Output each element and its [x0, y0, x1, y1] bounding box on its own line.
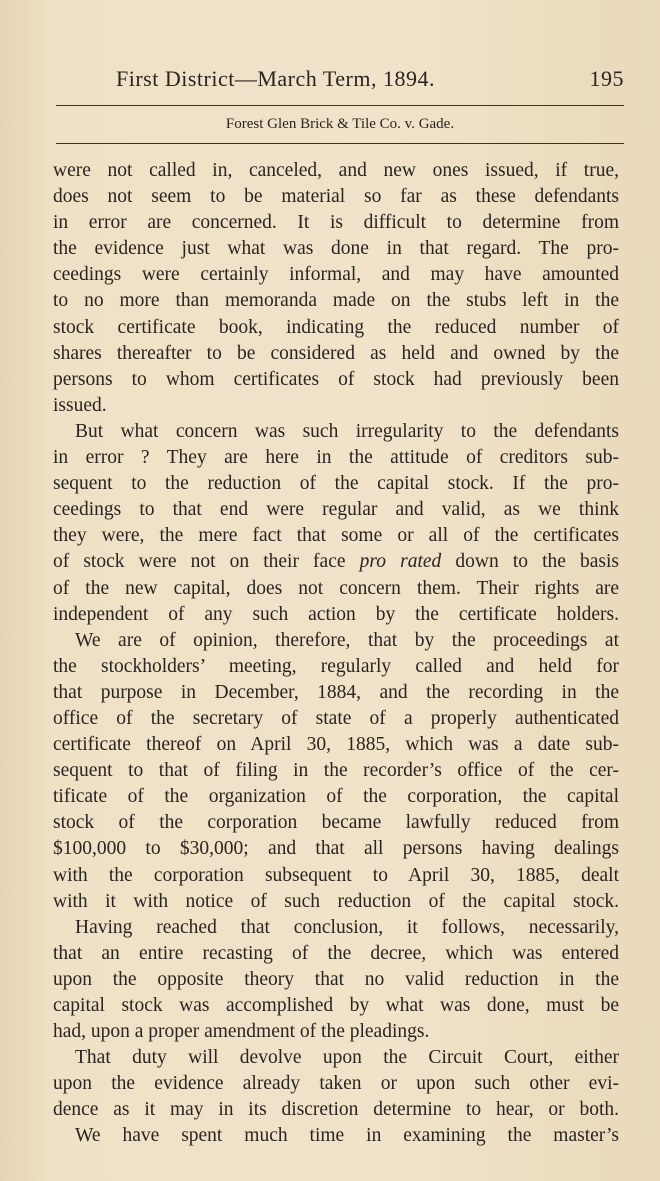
page-number: 195 [589, 66, 624, 91]
text-line: persons to whom certificates of stock had previously been [53, 368, 619, 390]
text-line: We have spent much time in examining the master’s [75, 1125, 619, 1147]
running-title: First District—March Term, 1894. [116, 66, 435, 91]
text-line-italic [53, 549, 619, 575]
case-caption: Forest Glen Brick & Tile Co. v. Gade. [225, 116, 455, 132]
italic-phrase: pro rated [359, 551, 442, 573]
text-line: sequent to the reduction of the capital stock. If the pro- [53, 473, 619, 495]
text-line: stock certificate book, indicating the reduced number of [53, 316, 619, 338]
text-line: that an entire recasting of the decree, which was entered [53, 942, 619, 964]
text-line: stock of the corporation became lawfully reduced from [53, 812, 619, 834]
text-line: tificate of the organization of the corporation, the capital [53, 786, 619, 808]
text-line: with the corporation subsequent to April 30, 1885, dealt [53, 864, 619, 886]
text-line: with it with notice of such reduction of the capital stock. [53, 890, 619, 912]
text-line: dence as it may in its discretion determine to hear, or both. [53, 1099, 619, 1121]
text-line: ceedings to that end were regular and valid, as we think [53, 499, 619, 521]
text-segment: down to the basis [455, 551, 620, 573]
text-line: upon the opposite theory that no valid reduction in the [53, 968, 619, 990]
body-text [53, 158, 619, 1150]
text-line: capital stock was accomplished by what was done, must be [53, 995, 619, 1016]
text-line: upon the evidence already taken or upon such other evi- [53, 1073, 619, 1095]
text-line: ceedings were certainly informal, and may have amounted [53, 264, 619, 286]
text-line: in error are concerned. It is difficult to determine from [53, 212, 619, 234]
text-line: office of the secretary of state of a properly authenticated [53, 707, 619, 729]
text-line: the stockholders’ meeting, regularly called and held for [53, 655, 619, 677]
text-line: were not called in, canceled, and new ones issued, if true, [53, 160, 619, 181]
running-header [56, 66, 624, 92]
text-segment: of stock were not on their face [53, 551, 346, 573]
text-line: independent of any such action by the certificate holders. [53, 603, 619, 625]
text-line: they were, the mere fact that some or all of the certificates [53, 525, 619, 547]
text-line: We are of opinion, therefore, that by the proceedings at [75, 629, 619, 651]
text-line: in error ? They are here in the attitude of creditors sub- [53, 447, 619, 469]
text-line: does not seem to be material so far as these defendants [53, 186, 619, 208]
text-line: that purpose in December, 1884, and the recording in the [53, 681, 619, 703]
text-line: certificate thereof on April 30, 1885, which was a date sub- [53, 734, 619, 756]
text-line: had, upon a proper amendment of the pleadings. [53, 1021, 430, 1043]
text-line: of the new capital, does not concern them. Their rights are [53, 577, 619, 599]
header-rule-bottom [56, 143, 624, 144]
header-rule-top [56, 105, 624, 106]
text-line: But what concern was such irregularity to the defendants [75, 420, 619, 442]
text-line: the evidence just what was done in that regard. The pro- [53, 238, 619, 260]
text-line: shares thereafter to be considered as held and owned by the [53, 342, 619, 364]
text-line: Having reached that conclusion, it follows, necessarily, [75, 916, 619, 938]
text-line: $100,000 to $30,000; and that all persons having dealings [53, 838, 619, 860]
text-line: issued. [53, 394, 107, 416]
text-line: That duty will devolve upon the Circuit Court, either [75, 1047, 619, 1069]
text-line: to no more than memoranda made on the stubs left in the [53, 290, 619, 312]
text-line: sequent to that of filing in the recorder’s office of the cer- [53, 760, 619, 782]
